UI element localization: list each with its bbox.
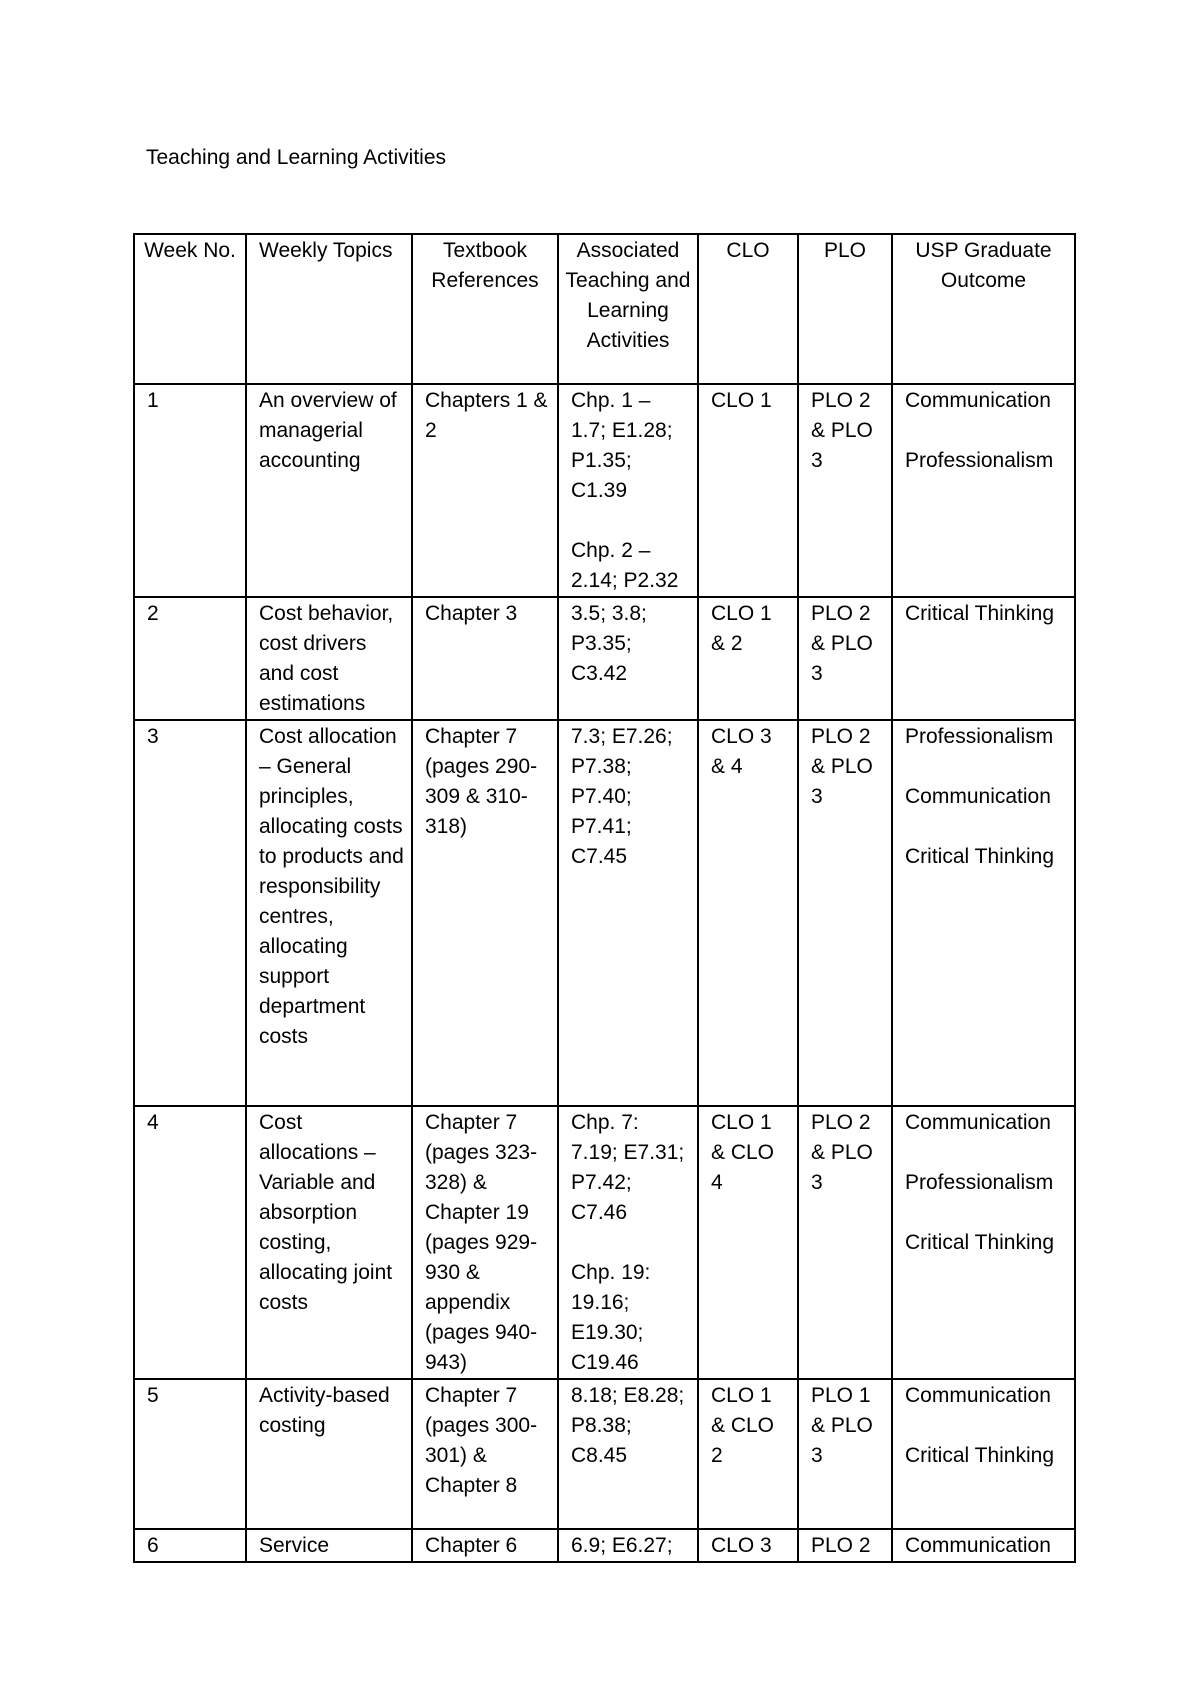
refs-cell xyxy=(412,597,558,720)
outcome-cell-item: Critical Thinking xyxy=(905,845,1054,868)
refs-cell-text: Chapter 7 (pages 290-309 & 310-318) xyxy=(425,725,538,838)
activities-cell xyxy=(558,1379,698,1529)
activities-cell xyxy=(558,384,698,597)
plo-cell xyxy=(798,384,892,597)
header-graduate-outcome: USP Graduate Outcome xyxy=(892,234,1075,384)
outcome-cell-item: Professionalism xyxy=(905,1171,1054,1194)
outcome-cell-item: Communication xyxy=(905,1111,1051,1134)
clo-cell xyxy=(698,1106,798,1379)
refs-cell-text: Chapter 7 (pages 300-301) & Chapter 8 xyxy=(425,1384,538,1497)
outcome-cell xyxy=(892,1529,1075,1562)
activities-cell-item: Chp. 2 – 2.14; P2.32 xyxy=(571,539,679,592)
plo-cell-text: PLO 2 & PLO 3 xyxy=(811,725,873,808)
activities-cell-item: Chp. 7: 7.19; E7.31; P7.42; C7.46 xyxy=(571,1111,685,1224)
header-week-no: Week No. xyxy=(134,234,246,384)
topic-cell xyxy=(246,1106,412,1379)
table-row xyxy=(134,1529,1075,1562)
header-teaching-activities: Associated Teaching and Learning Activities xyxy=(558,234,698,384)
clo-cell xyxy=(698,384,798,597)
topic-cell xyxy=(246,597,412,720)
plo-cell xyxy=(798,720,892,1106)
header-weekly-topics: Weekly Topics xyxy=(246,234,412,384)
outcome-cell xyxy=(892,720,1075,1106)
topic-cell-text: Service xyxy=(259,1534,330,1557)
outcome-cell xyxy=(892,1106,1075,1379)
activities-cell-item: Chp. 19: 19.16; E19.30; C19.46 xyxy=(571,1261,651,1374)
refs-cell xyxy=(412,384,558,597)
week-cell xyxy=(134,384,246,597)
clo-cell xyxy=(698,1529,798,1562)
activities-cell-item: 6.9; E6.27; xyxy=(571,1534,673,1557)
plo-cell-text: PLO 1 & PLO 3 xyxy=(811,1384,873,1467)
activities-cell xyxy=(558,597,698,720)
week-cell-text: 5 xyxy=(147,1384,159,1407)
outcome-cell-item: Critical Thinking xyxy=(905,1231,1054,1254)
topic-cell-text: Cost behavior, cost drivers and cost estimations xyxy=(259,602,394,715)
clo-cell xyxy=(698,597,798,720)
plo-cell xyxy=(798,1106,892,1379)
week-cell xyxy=(134,1529,246,1562)
week-cell-text: 2 xyxy=(147,602,159,625)
table-row xyxy=(134,384,1075,597)
refs-cell-text: Chapter 7 (pages 323-328) & Chapter 19 (pages 929-930 & appendix (pages 940-943) xyxy=(425,1111,538,1374)
refs-cell-text: Chapter 6 xyxy=(425,1534,518,1557)
topic-cell xyxy=(246,1379,412,1529)
topic-cell xyxy=(246,384,412,597)
teaching-activities-table xyxy=(133,233,1076,1563)
plo-cell-text: PLO 2 & PLO 3 xyxy=(811,602,873,685)
topic-cell-text: Activity-based costing xyxy=(259,1384,390,1437)
clo-cell-text: CLO 1 & CLO 2 xyxy=(711,1384,775,1467)
outcome-cell-item: Communication xyxy=(905,1384,1051,1407)
week-cell xyxy=(134,1106,246,1379)
clo-cell-text: CLO 1 xyxy=(711,389,772,412)
table-row xyxy=(134,1379,1075,1529)
activities-cell xyxy=(558,1106,698,1379)
activities-cell xyxy=(558,720,698,1106)
outcome-cell-item: Critical Thinking xyxy=(905,1444,1054,1467)
refs-cell-text: Chapters 1 & 2 xyxy=(425,389,548,442)
clo-cell xyxy=(698,720,798,1106)
refs-cell xyxy=(412,720,558,1106)
outcome-cell-item: Professionalism xyxy=(905,725,1054,748)
topic-cell-text: An overview of managerial accounting xyxy=(259,389,397,472)
outcome-cell-item: Communication xyxy=(905,389,1051,412)
topic-cell xyxy=(246,720,412,1106)
plo-cell xyxy=(798,1379,892,1529)
table-row xyxy=(134,1106,1075,1379)
outcome-cell-item: Critical Thinking xyxy=(905,602,1054,625)
table-row xyxy=(134,597,1075,720)
week-cell-text: 1 xyxy=(147,389,159,412)
outcome-cell-item: Communication xyxy=(905,1534,1051,1557)
plo-cell xyxy=(798,1529,892,1562)
week-cell-text: 3 xyxy=(147,725,159,748)
plo-cell-text: PLO 2 xyxy=(811,1534,871,1557)
outcome-cell-item: Professionalism xyxy=(905,449,1054,472)
activities-cell-item: 8.18; E8.28; P8.38; C8.45 xyxy=(571,1384,685,1467)
week-cell xyxy=(134,1379,246,1529)
clo-cell-text: CLO 3 xyxy=(711,1534,772,1557)
header-textbook-references: Textbook References xyxy=(412,234,558,384)
topic-cell-text: Cost allocations – Variable and absorption costing, allocating joint costs xyxy=(259,1111,393,1314)
clo-cell-text: CLO 3 & 4 xyxy=(711,725,772,778)
refs-cell-text: Chapter 3 xyxy=(425,602,518,625)
outcome-cell xyxy=(892,1379,1075,1529)
week-cell xyxy=(134,720,246,1106)
plo-cell xyxy=(798,597,892,720)
header-plo: PLO xyxy=(798,234,892,384)
clo-cell xyxy=(698,1379,798,1529)
outcome-cell xyxy=(892,597,1075,720)
outcome-cell xyxy=(892,384,1075,597)
outcome-cell-item: Communication xyxy=(905,785,1051,808)
refs-cell xyxy=(412,1529,558,1562)
refs-cell xyxy=(412,1106,558,1379)
plo-cell-text: PLO 2 & PLO 3 xyxy=(811,389,873,472)
week-cell-text: 6 xyxy=(147,1534,159,1557)
clo-cell-text: CLO 1 & 2 xyxy=(711,602,772,655)
activities-cell-item: Chp. 1 – 1.7; E1.28; P1.35; C1.39 xyxy=(571,389,673,502)
table-row xyxy=(134,720,1075,1106)
activities-cell xyxy=(558,1529,698,1562)
table-header-row xyxy=(134,234,1075,384)
activities-cell-item: 3.5; 3.8; P3.35; C3.42 xyxy=(571,602,647,685)
refs-cell xyxy=(412,1379,558,1529)
plo-cell-text: PLO 2 & PLO 3 xyxy=(811,1111,873,1194)
week-cell xyxy=(134,597,246,720)
week-cell-text: 4 xyxy=(147,1111,159,1134)
topic-cell-text: Cost allocation – General principles, allocating costs to products and responsibility centres, allocating support department costs xyxy=(259,725,404,1048)
activities-cell-item: 7.3; E7.26; P7.38; P7.40; P7.41; C7.45 xyxy=(571,725,673,868)
clo-cell-text: CLO 1 & CLO 4 xyxy=(711,1111,775,1194)
topic-cell xyxy=(246,1529,412,1562)
page-title: Teaching and Learning Activities xyxy=(146,146,447,169)
header-clo: CLO xyxy=(698,234,798,384)
